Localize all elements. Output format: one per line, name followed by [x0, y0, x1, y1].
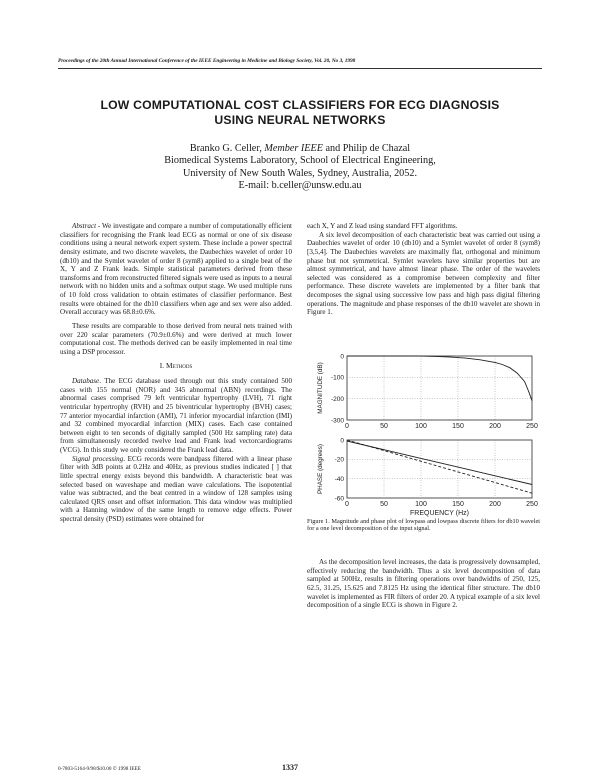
plot-frame	[347, 440, 532, 498]
author-block	[60, 143, 540, 193]
figure-1-caption	[307, 518, 540, 533]
x-tick-label: 100	[415, 501, 427, 508]
x-tick-label: 200	[489, 501, 501, 508]
author-names	[60, 143, 540, 155]
paper-title-line-1: LOW COMPUTATIONAL COST CLASSIFIERS FOR ECG DIAGNOSIS	[100, 98, 500, 112]
y-axis-label: MAGNITUDE (dB)	[317, 362, 324, 414]
x-tick-label: 50	[380, 423, 388, 430]
right-column-bottom	[307, 558, 540, 610]
y-axis-label: PHASE (degrees)	[317, 443, 324, 495]
y-tick-label: -40	[334, 475, 344, 483]
x-tick-label: 250	[526, 501, 538, 508]
footer-copyright: 0-7803-5164-9/98/$10.00 © 1998 IEEE	[58, 766, 141, 772]
author-membership: Member IEEE	[264, 143, 323, 154]
series-line-magnitude	[347, 356, 532, 401]
fft-paragraph: each X, Y and Z lead using standard FFT algorithms.	[307, 222, 458, 230]
y-tick-label: 0	[340, 353, 344, 361]
y-tick-label: -300	[330, 417, 344, 425]
abstract-label: Abstract	[72, 222, 97, 230]
x-tick-label: 150	[452, 423, 464, 430]
x-tick-label: 0	[345, 423, 349, 430]
affiliation-line-2: University of New South Wales, Sydney, Australia, 2052.	[182, 167, 418, 179]
series-line-phase	[347, 441, 532, 485]
y-tick-label: -60	[334, 495, 344, 503]
y-tick-label: 0	[340, 437, 344, 445]
y-tick-label: -200	[330, 395, 344, 403]
phase-plot	[317, 437, 538, 517]
right-column-top	[307, 222, 540, 317]
author-name-2: and Philip de Chazal	[322, 143, 411, 154]
x-tick-label: 200	[489, 423, 501, 430]
x-tick-label: 50	[380, 501, 388, 508]
y-tick-label: -100	[330, 374, 344, 382]
magnitude-plot	[317, 353, 538, 430]
wavelet-paragraph: A six level decomposition of each characteristic beat was carried out using a Daubechies wavelet of order 10 (db10) and a Symlet wavelet of order 8 (sym8) [3,5,4]. The Daubechies wavelets are maximally flat, orthogonal and minimum phase but not symmetrical. Symlet wavelets have similar properties but are almost symmetrical, and have almost linear phase. The order of the wavelets selected was considered as a compromise between complexity and filter performance. These discrete wavelets are implemented by a filter bank that decomposes the signal using successive low pass and high pass digital filtering operations. The magnitude and phase responses of the db10 wavelet are shown in Figure 1.	[307, 230, 540, 317]
x-tick-label: 150	[452, 501, 464, 508]
left-column	[60, 222, 292, 524]
x-tick-label: 100	[415, 423, 427, 430]
x-tick-label: 0	[345, 501, 349, 508]
database-label: Database	[72, 377, 100, 385]
figure-1	[307, 350, 540, 518]
abstract-text: - We investigate and compare a number of computationally efficient classifiers for recognising the Frank lead ECG as normal or one of six disease conditions using a neural network expert system. These include a power spectral density estimate, and two discrete wavelets, the Daubechies wavelet of order 10 (db10) and the Symlet wavelet of order 8 (sym8) applied to a single beat of the X, Y and Z Frank leads. Simple statistical parameters derived from these transforms and from reconstructed filtered signals were used as inputs to a neural network with no hidden units and a softmax output stage. We used multiple runs of 10 fold cross validation to obtain estimates of classifier performance. Best results were obtained for the db10 classifiers when age and sex were also added. Overall accuracy was 68.8±0.6%.	[60, 222, 292, 317]
section-title: Methods	[165, 361, 193, 371]
abstract-paragraph	[60, 222, 292, 317]
signal-processing-text: . ECG records were bandpass filtered with a linear phase filter with 3dB points at 0.2Hz and 40Hz, as previous studies indicated [ ] that little spectral energy exists beyond this bandwidth. A characteristic beat was selected based on waveshape and median wave calculations. The isopotential value was subtracted, and the beat centred in a window of 128 samples using calculated QRS onset and offset information. This data window was multiplied with a Hanning window of the same length to remove edge effects. Power spectral density (PSD) estimates were obtained for	[60, 454, 292, 523]
decomposition-paragraph: As the decomposition level increases, the data is progressively downsampled, effectively reducing the bandwidth. Thus a six level decomposition of data sampled at 500Hz, results in filtering operations over bandwidths of 250, 125, 62.5, 31.25, 15.625 and 7.8125 Hz using the identical filter structure. The db10 wavelet is implemented as FIR filters of order 20. A typical example of a six level decomposition of a single ECG is shown in Figure 2.	[307, 558, 540, 610]
affiliation-line-1: Biomedical Systems Laboratory, School of Electrical Engineering,	[164, 155, 436, 167]
section-heading-methods	[60, 362, 292, 371]
page-number: 1337	[282, 763, 298, 772]
x-tick-label: 250	[526, 423, 538, 430]
signal-processing-label: Signal processing	[72, 454, 124, 463]
caption-text: Figure 1. Magnitude and phase plot of lowpass and lowpass discrete filters for db10 wavelet for a one level decomposition of the input signal.	[307, 518, 540, 533]
paper-title-line-2: USING NEURAL NETWORKS	[214, 113, 386, 127]
section-number: I.	[159, 361, 166, 371]
results-paragraph: These results are comparable to those derived from neural nets trained with over 220 scalar parameters (70.9±0.6%) and were derived at much lower computational cost. The methods derived can be easily implemented in real time using a DSP processor.	[60, 321, 292, 356]
signal-processing-paragraph	[60, 455, 292, 524]
proceedings-header: Proceedings of the 20th Annual International Conference of the IEEE Engineering in Medicine and Biology Society, Vol. 20, No 3, 1998	[58, 58, 356, 64]
y-tick-label: -20	[334, 456, 344, 464]
x-axis-label: FREQUENCY (Hz)	[410, 510, 469, 517]
header-rule	[58, 68, 542, 69]
author-email: E-mail: b.celler@unsw.edu.au	[238, 180, 362, 192]
database-text: . The ECG database used through out this study contained 500 cases with 155 normal (NOR) and 345 abnormal (ABN) recordings. The abnormal cases comprised 79 left ventricular hypertrophy (LVH), 71 right ventricular hypertrophy (RVH) and 25 biventricular hypertrophy (BVH) cases; 77 anterior myocardial infarction (AMI), 71 inferior myocardial infarction (IMI) and 32 combined myocardial infarction (MIX) cases. Each case contained between eight to ten seconds of digitally sampled (500 Hz sampling rate) data from simultaneously recorded twelve lead and Frank lead vectorcardiograms (VCG). In this study we only considered the Frank lead data.	[60, 377, 292, 454]
database-paragraph	[60, 377, 292, 455]
author-name-1: Branko G. Celler,	[189, 143, 265, 154]
